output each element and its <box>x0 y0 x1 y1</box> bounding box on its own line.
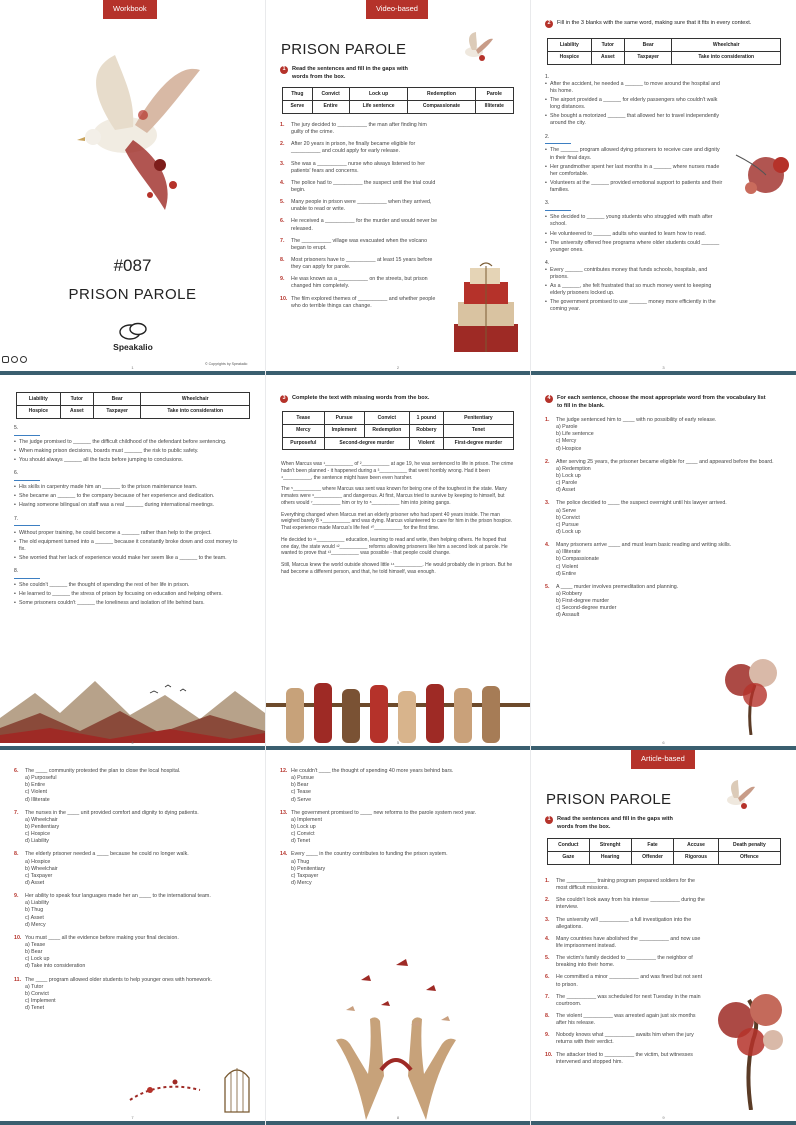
answer-option[interactable]: a) Hospice <box>25 858 51 865</box>
answer-option[interactable]: a) Implement <box>291 816 322 823</box>
list-item: 1. • After the accident, he needed a ______ to move around the hospital and his home. • The airport provided a ______ for elderly passengers who couldn't walk long distances. • She bought a motorized ______ that allowed her to travel independently around the city. <box>545 74 725 128</box>
list-item: 9. Nobody knows what __________ awaits him when the jury returns with their verdict. <box>545 1032 694 1046</box>
word-box-cell: Redemption <box>408 88 475 101</box>
answer-option[interactable]: c) Parole <box>556 480 578 487</box>
word-box-cell: Tutor <box>60 393 93 406</box>
word-box-cell: Taxpayer <box>624 51 672 64</box>
cover-title: PRISON PAROLE <box>68 286 197 303</box>
answer-option[interactable]: a) Serve <box>556 507 577 514</box>
answer-line <box>545 210 571 211</box>
exercise-number-icon: 1 <box>545 816 553 824</box>
word-box-cell: Parole <box>475 88 513 101</box>
answer-option[interactable]: a) Liability <box>25 900 49 907</box>
list-item: 10. You must ____ all the evidence before making your final decision. a) Tease b) Bear c) Lock up d) Take into consideration <box>14 935 244 971</box>
answer-option[interactable]: c) Taxpayer <box>291 872 319 879</box>
exercise-number-icon: 1 <box>280 66 288 74</box>
word-box-cell: Bear <box>624 39 672 52</box>
answer-line <box>545 143 571 144</box>
list-item: 5. • The judge promised to ______ the difficult childhood of the defendant before sentencing. • When making prison decisions, boards must ______ the risk to public safety. • You should always ______ all the facts before jumping to conclusions. <box>14 425 239 464</box>
answer-option[interactable]: a) Pursue <box>291 775 314 782</box>
exercise-2-page <box>531 0 796 375</box>
answer-option[interactable]: a) Tutor <box>25 983 44 990</box>
exercise-1-instruction: 1 Read the sentences and fill in the gaps with words from the box. <box>280 66 420 81</box>
answer-option[interactable]: a) Parole <box>556 424 578 431</box>
tab-workbook: Workbook <box>103 0 157 19</box>
list-item: 2. After 20 years in prison, he finally became eligible for __________ and could apply for early release. <box>280 141 416 155</box>
word-box-cell: Liability <box>17 393 61 406</box>
exercise-number-icon: 2 <box>545 20 553 28</box>
footer-stripe <box>0 1121 265 1125</box>
answer-option[interactable]: d) Entire <box>556 570 577 577</box>
list-item: 12. He couldn't ____ the thought of spending 40 more years behind bars. a) Pursue b) Bear c) Tease d) Serve <box>280 768 510 804</box>
list-item: 7. The nurses in the ____ unit provided comfort and dignity to dying patients. a) Wheelchair b) Penitentiary c) Hospice d) Liability <box>14 810 244 846</box>
page-number: 6 <box>662 739 665 745</box>
answer-option[interactable]: d) Asset <box>556 487 576 494</box>
list-item: 1. The __________ training program prepared soldiers for the most difficult missions. <box>545 878 695 892</box>
word-box <box>282 87 514 114</box>
exercise-number-icon: 4 <box>545 395 553 403</box>
list-item: 5. Many people in prison were __________ when they arrived, unable to read or write. <box>280 199 432 213</box>
answer-option[interactable]: d) Serve <box>291 796 312 803</box>
list-item: 10. The film explored themes of __________ and whether people who do terrible things can change. <box>280 295 436 309</box>
exercise-number-icon: 3 <box>280 395 288 403</box>
word-box-cell: Tutor <box>591 39 624 52</box>
answer-option[interactable]: d) Asset <box>25 879 45 886</box>
word-box <box>547 38 781 65</box>
list-item: 11. The ____ program allowed older students to help younger ones with homework. a) Tutor b) Convict c) Implement d) Tenet <box>14 977 244 1013</box>
word-box-cell: Hospice <box>548 51 592 64</box>
answer-option[interactable]: a) Tease <box>25 941 46 948</box>
word-box-cell: Liability <box>548 39 592 52</box>
list-item: 1. The judge sentenced him to ____ with no possibility of early release. a) Parole b) Life sentence c) Mercy d) Hospice <box>545 417 780 453</box>
tab-video: Video-based <box>366 0 428 19</box>
word-box-cell: Convict <box>364 412 409 425</box>
tab-article: Article-based <box>631 750 695 769</box>
answer-option[interactable]: c) Violent <box>556 563 578 570</box>
word-box-cell: Compassionate <box>408 100 475 113</box>
word-box-cell: 1 pound <box>410 412 444 425</box>
answer-option[interactable]: b) First-degree murder <box>556 598 609 605</box>
answer-option[interactable]: b) Bear <box>291 782 309 789</box>
word-box-cell: Life sentence <box>349 100 408 113</box>
answer-option[interactable]: d) Tenet <box>25 1005 45 1012</box>
list-item: 3. The university will __________ a full investigation into the allegations. <box>545 916 692 930</box>
list-item: 13. The government promised to ____ new reforms to the parole system next year. a) Implement b) Lock up c) Convict d) Tenet <box>280 810 510 846</box>
list-item: 4. • Every ______ contributes money that funds schools, hospitals, and prisons. • As a ______, she felt frustrated that so much money went to keeping elderly prisoners locked up. • The government promised to use ______ money more efficiently in the coming year. <box>545 260 725 314</box>
list-item: 8. Most prisoners have to __________ at least 15 years before they can apply for parole. <box>280 256 433 271</box>
word-box-cell: Asset <box>60 405 93 418</box>
answer-option[interactable]: c) Lock up <box>25 956 50 963</box>
word-box-cell: Second-degree murder <box>324 437 409 450</box>
list-item: 7. • Without proper training, he could become a ______ rather than help to the project. • The old equipment turned into a ______ because it constantly broke down and cost money to fix. • She worried that her lack of experience would make her seem like a ______ to the team. <box>14 516 239 562</box>
page-number: 2 <box>396 364 400 370</box>
answer-line <box>14 525 40 526</box>
answer-option[interactable]: b) Compassionate <box>556 556 599 563</box>
list-item: 3. The police decided to ____ the suspect overnight until his lawyer arrived. a) Serve b) Convict c) Pursue d) Lock up <box>545 500 780 536</box>
list-item: 9. Her ability to speak four languages made her an ____ to the international team. a) Liability b) Thug c) Asset d) Mercy <box>14 893 244 929</box>
exercise-4-page <box>531 375 796 750</box>
word-box-cell: Redemption <box>364 424 409 437</box>
spotify-icon[interactable] <box>20 356 27 363</box>
word-box-cell: Robbery <box>410 424 444 437</box>
list-item: 6. The ____ community protested the plan to close the local hospital. a) Purposeful b) Entire c) Violent d) Illiterate <box>14 768 244 804</box>
article-list <box>545 878 705 1071</box>
word-box-cell: Illiterate <box>475 100 513 113</box>
exercise-2-groups <box>545 74 725 320</box>
exercise-4-final-page <box>266 750 530 1125</box>
blossom-tree-illustration <box>711 980 791 1110</box>
page-number: 3 <box>662 364 665 370</box>
page-number: 9 <box>662 1114 665 1120</box>
footer-stripe <box>266 1121 530 1125</box>
list-item: 3. • She decided to ______ young students who struggled with math after school. • He volunteered to ______ adults who wanted to learn how to read. • The university offered free programs where older students could ______ younger ones. <box>545 200 725 254</box>
list-item: 4. Many prisoners arrive ____ and must learn basic reading and writing skills. a) Illiterate b) Compassionate c) Violent d) Entire <box>545 542 780 578</box>
answer-option[interactable]: d) Lock up <box>556 528 581 535</box>
answer-option[interactable]: b) Bear <box>25 949 43 956</box>
answer-option[interactable]: b) Penitentiary <box>291 865 326 872</box>
books-illustration <box>446 262 526 357</box>
answer-line <box>14 480 40 481</box>
answer-option[interactable]: b) Life sentence <box>556 431 594 438</box>
exercise-4-instruction: 4 For each sentence, choose the most appropriate word from the vocabulary list to fill in the blank. <box>545 395 770 410</box>
word-box-cell: Entire <box>312 100 349 113</box>
answer-option[interactable]: a) Purposeful <box>25 775 57 782</box>
list-item: 5. The victim's family decided to __________ the neighbor of breaking into their home. <box>545 955 693 969</box>
brand-logo <box>108 322 158 353</box>
exercise-4-list <box>14 768 244 1018</box>
list-item: 8. The elderly prisoner needed a ____ because he could no longer walk. a) Hospice b) Wheelchair c) Taxpayer d) Asset <box>14 851 244 887</box>
paragraph: The ⁵__________ where Marcus was sent was known for being one of the toughest in the state. Many inmates were ⁶__________ and dangerous. At first, Marcus tried to survive by keeping to himself, but others would ⁷__________ him or try to ⁸__________ him into joining gangs. <box>281 486 507 506</box>
word-box-cell: Asset <box>591 51 624 64</box>
copyright: © Copyrights by Speakalio <box>205 362 248 366</box>
exercise-1-list <box>280 122 440 315</box>
mountains-illustration <box>0 673 265 743</box>
word-box-cell: Mercy <box>283 424 325 437</box>
word-box-cell: Strenght <box>589 839 631 852</box>
page-number: 7 <box>131 1114 134 1120</box>
page-title: PRISON PAROLE <box>281 41 407 58</box>
exercise-3-page <box>266 375 530 750</box>
answer-option[interactable]: a) Thug <box>291 858 310 865</box>
answer-option[interactable]: a) Redemption <box>556 465 591 472</box>
social-icons <box>2 356 27 363</box>
list-item: 6. He committed a minor __________ and was fined but not sent to prison. <box>545 974 703 988</box>
answer-option[interactable]: a) Robbery <box>556 590 583 597</box>
answer-option[interactable]: c) Pursue <box>556 521 579 528</box>
answer-line <box>14 435 40 436</box>
answer-option[interactable]: c) Violent <box>25 789 47 796</box>
exercise-3-instruction: 3 Complete the text with missing words from the box. <box>280 395 510 403</box>
word-box-cell: Pursue <box>324 412 364 425</box>
word-box-cell: Hospice <box>17 405 61 418</box>
exercise-4-list <box>280 768 510 893</box>
word-box-cell: Tenet <box>443 424 513 437</box>
exercise-2-continued-page <box>0 375 265 750</box>
word-box-cell: Penitentiary <box>443 412 513 425</box>
paragraph: He decided to ¹¹__________ education, learning to read and write, then helping others. He hoped that one day, the state would ¹²__________ reforms allowing prisoners like him a second look at parole. He wanted to prove that ¹³__________ was possible - that people could change. <box>281 536 508 557</box>
word-box-cell: Lock up <box>349 88 408 101</box>
answer-option[interactable]: d) Mercy <box>291 879 312 886</box>
facebook-icon[interactable] <box>11 356 18 363</box>
word-box-cell: First-degree murder <box>443 437 513 450</box>
paragraph: Still, Marcus knew the world outside showed little ¹⁴__________. He would probably die in prison. But he had become a different person, and that, he told himself, was enough. <box>281 562 513 575</box>
answer-option[interactable]: b) Entire <box>25 782 46 789</box>
list-item: 4. The police had to __________ the suspect until the trial could begin. <box>280 179 436 193</box>
answer-option[interactable]: b) Lock up <box>556 472 581 479</box>
answer-option[interactable]: c) Hospice <box>25 831 51 838</box>
answer-option[interactable]: d) Hospice <box>556 445 582 452</box>
word-box-cell: Purposeful <box>283 437 325 450</box>
answer-line <box>14 578 40 579</box>
answer-option[interactable]: b) Convict <box>556 514 580 521</box>
answer-option[interactable]: d) Illiterate <box>25 796 50 803</box>
word-box-cell: Fate <box>631 839 674 852</box>
list-item: 2. • The ______ program allowed dying prisoners to receive care and dignity in their final days. • Her grandmother spent her last months in a ______ where nurses made her comfortable. • Volunteers at the ______ provided emotional support to patients and their families. <box>545 134 725 195</box>
page-number: 8 <box>396 1114 400 1120</box>
answer-option[interactable]: d) Take into consideration <box>25 963 86 970</box>
hands-birds-illustration <box>321 950 471 1120</box>
word-box-cell: Bear <box>93 393 141 406</box>
word-box <box>16 392 250 419</box>
list-item: 9. He was known as a __________ on the streets, but prison changed him completely. <box>280 276 428 290</box>
list-item: 8. • She couldn't ______ the thought of spending the rest of her life in prison. • He learned to ______ the stress of prison by focusing on education and helping others. • Some prisoners couldn't ______ the loneliness and isolation of life behind bars. <box>14 568 239 607</box>
word-box <box>547 838 781 865</box>
answer-option[interactable]: d) Tenet <box>291 838 311 845</box>
page-number: 1 <box>131 364 134 370</box>
exercise-4-list <box>545 417 780 626</box>
word-box-cell: Taxpayer <box>93 405 141 418</box>
list-item: 3. She was a __________ nurse who always listened to her patients' fears and concerns. <box>280 160 425 174</box>
answer-option[interactable]: c) Convict <box>291 831 315 838</box>
word-box-cell: Offender <box>631 851 674 864</box>
exercise-3-text <box>281 461 515 581</box>
exercise-2-groups <box>14 425 239 613</box>
answer-option[interactable]: b) Lock up <box>291 823 316 830</box>
article-instruction: 1 Read the sentences and fill in the gaps with words from the box. <box>545 816 685 831</box>
list-item: 14. Every ____ in the country contributes to funding the prison system. a) Thug b) Penitentiary c) Taxpayer d) Mercy <box>280 851 510 887</box>
blossom-tree-illustration <box>711 645 791 735</box>
answer-option[interactable]: b) Wheelchair <box>25 865 58 872</box>
page-title: PRISON PAROLE <box>546 791 672 808</box>
answer-option[interactable]: c) Taxpayer <box>25 872 53 879</box>
answer-option[interactable]: c) Asset <box>25 914 44 921</box>
answer-option[interactable]: c) Implement <box>25 997 56 1004</box>
cover-number: #087 <box>113 256 152 275</box>
list-item: 2. After serving 25 years, the prisoner became eligible for ____ and appeared before the board. a) Redemption b) Lock up c) Parole d) Asset <box>545 459 780 495</box>
list-item: 1. The jury decided to __________ the man after finding him guilty of the crime. <box>280 122 427 136</box>
list-item: 7. The __________ village was evacuated when the volcano began to erupt. <box>280 237 428 251</box>
word-box-cell: Thug <box>283 88 313 101</box>
word-box-cell: Wheelchair <box>141 393 250 406</box>
word-box-cell: Take into consideration <box>672 51 781 64</box>
footer-stripe <box>531 1121 796 1125</box>
word-box-cell: Accuse <box>674 839 718 852</box>
video-exercise-page <box>266 0 530 375</box>
word-box-cell: Serve <box>283 100 313 113</box>
word-box-cell: Rigorous <box>674 851 718 864</box>
answer-option[interactable]: b) Thug <box>25 907 44 914</box>
answer-option[interactable]: d) Liability <box>25 838 49 845</box>
word-box-cell: Violent <box>410 437 444 450</box>
word-box <box>282 411 514 450</box>
exercise-2-instruction: 2 Fill in the 3 blanks with the same word, making sure that it fits in every context. <box>545 20 785 28</box>
brand-name: Speakalio <box>113 342 153 352</box>
word-box-cell: Death penalty <box>718 839 780 852</box>
dove-small-illustration <box>716 778 756 816</box>
list-item: 6. He received a __________ for the murder and would never be released. <box>280 218 438 232</box>
answer-option[interactable]: d) Mercy <box>25 921 46 928</box>
raised-fists-illustration <box>266 683 530 743</box>
answer-option[interactable]: a) Wheelchair <box>25 816 58 823</box>
page-number: 4 <box>131 739 134 745</box>
word-box-cell: Take into consideration <box>141 405 250 418</box>
word-box-cell: Offence <box>718 851 780 864</box>
list-item: 5. A ____ murder involves premeditation and planning. a) Robbery b) First-degree murder c) Second-degree murder d) Assault <box>545 584 780 620</box>
word-box-cell: Tease <box>283 412 325 425</box>
paragraph: When Marcus was ¹__________ of ²__________ at age 19, he was sentenced to life in prison. The crime hadn't been planned - it happened during a ³__________ that went horribly wrong. Had it been ⁴__________, the sentence might have been even harsher. <box>281 461 514 481</box>
instagram-icon[interactable] <box>2 356 9 363</box>
answer-option[interactable]: a) Illiterate <box>556 549 581 556</box>
answer-option[interactable]: b) Penitentiary <box>25 823 60 830</box>
paragraph: Everything changed when Marcus met an elderly prisoner who had spent 40 years inside. The man weighed barely 8 ⁹__________ and was dying. Marcus volunteered to care for him in the prison hospice. That experience made Marcus's life feel ¹⁰__________ for the first time. <box>281 511 513 531</box>
answer-option[interactable]: c) Second-degree murder <box>556 605 617 612</box>
list-item: 2. She couldn't look away from his intense __________ during the interview. <box>545 897 705 911</box>
answer-option[interactable]: b) Convict <box>25 990 49 997</box>
list-item: 7. The __________ was scheduled for next Tuesday in the main courtroom. <box>545 993 701 1007</box>
word-box-cell: Conduct <box>548 839 590 852</box>
list-item: 6. • His skills in carpentry made him an ______ to the prison maintenance team. • She became an ______ to the company because of her experience and dedication. • Having someone bilingual on staff was a real ______ during international meetings. <box>14 470 239 509</box>
flower-splash-illustration <box>726 140 796 210</box>
dove-small-illustration <box>454 30 494 68</box>
word-box-cell: Gaze <box>548 851 590 864</box>
page-number: 5 <box>396 739 400 745</box>
word-box-cell: Implement <box>324 424 364 437</box>
word-box-cell: Hearing <box>589 851 631 864</box>
cover-page <box>0 0 265 375</box>
birdcage-illustration <box>120 1060 260 1115</box>
exercise-4-continued-page <box>0 750 265 1125</box>
answer-option[interactable]: c) Mercy <box>556 438 577 445</box>
word-box-cell: Wheelchair <box>672 39 781 52</box>
dove-illustration <box>55 45 205 215</box>
word-box-cell: Convict <box>312 88 349 101</box>
list-item: 4. Many countries have abolished the __________ and now use life imprisonment instead. <box>545 935 701 949</box>
answer-option[interactable]: d) Assault <box>556 612 580 619</box>
article-exercise-page <box>531 750 796 1125</box>
list-item: 8. The violent __________ was arrested again just six months after his release. <box>545 1012 696 1027</box>
answer-option[interactable]: c) Tease <box>291 789 311 796</box>
list-item: 10. The attacker tried to __________ the victim, but witnesses intervened and stopped him. <box>545 1051 693 1065</box>
